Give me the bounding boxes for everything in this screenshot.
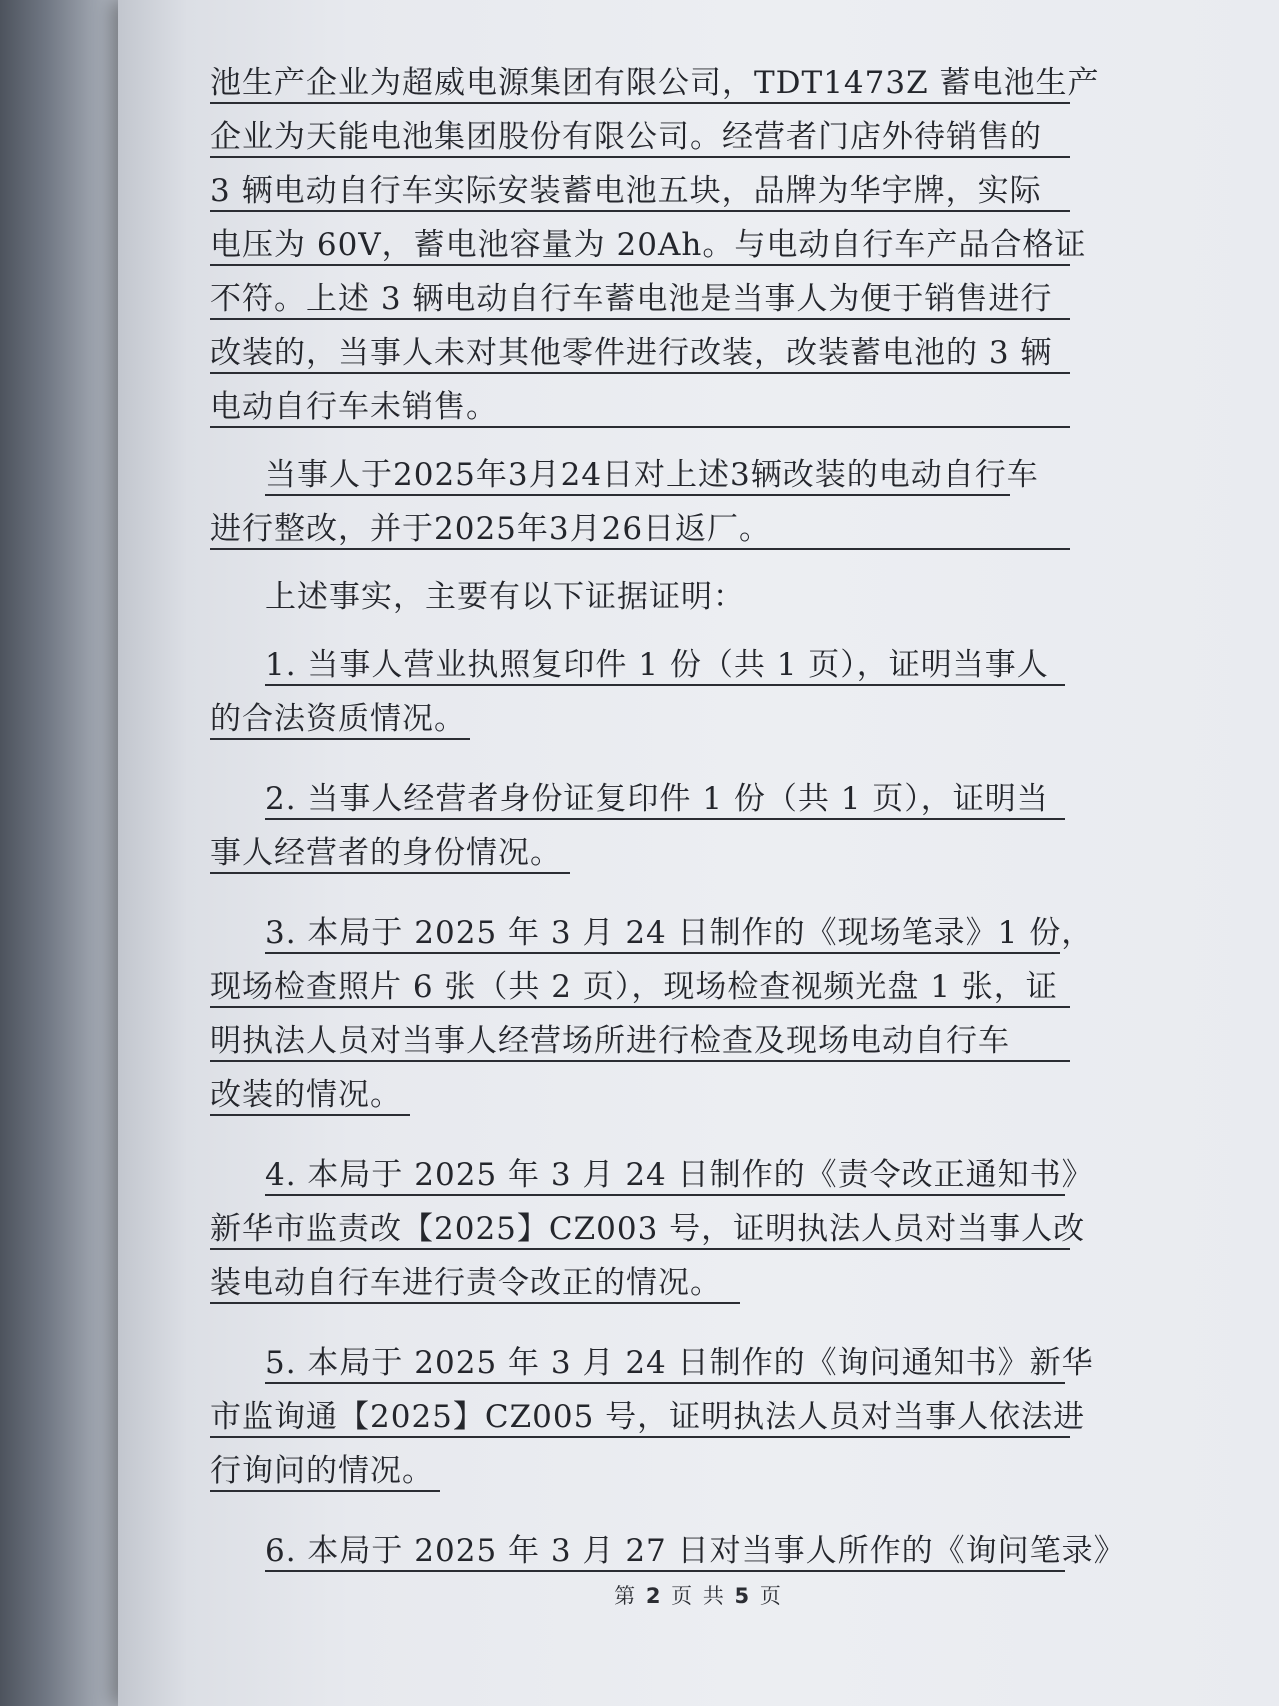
document-page: [118, 0, 1279, 1706]
text-line: 改装的情况。: [210, 1068, 1250, 1122]
text-line: 5. 本局于 2025 年 3 月 24 日制作的《询问通知书》新华: [210, 1336, 1250, 1390]
text-line: 市监询通【2025】CZ005 号，证明执法人员对当事人依法进: [210, 1390, 1250, 1444]
text-line: 明执法人员对当事人经营场所进行检查及现场电动自行车: [210, 1014, 1250, 1068]
page-footer: 第 2 页 共 5 页: [614, 1584, 783, 1608]
text-line: 6. 本局于 2025 年 3 月 27 日对当事人所作的《询问笔录》: [210, 1524, 1250, 1578]
text-line: 4. 本局于 2025 年 3 月 24 日制作的《责令改正通知书》: [210, 1148, 1250, 1202]
page-total: 5: [734, 1584, 752, 1608]
text-line: 新华市监责改【2025】CZ003 号，证明执法人员对当事人改: [210, 1202, 1250, 1256]
text-line: 池生产企业为超威电源集团有限公司，TDT1473Z 蓄电池生产: [210, 56, 1250, 110]
text-line: 2. 当事人经营者身份证复印件 1 份（共 1 页），证明当: [210, 772, 1250, 826]
text-line: 改装的，当事人未对其他零件进行改装，改装蓄电池的 3 辆: [210, 326, 1250, 380]
text-line: 现场检查照片 6 张（共 2 页），现场检查视频光盘 1 张，证: [210, 960, 1250, 1014]
text-line: 当事人于2025年3月24日对上述3辆改装的电动自行车: [210, 448, 1250, 502]
text-line: 1. 当事人营业执照复印件 1 份（共 1 页），证明当事人: [210, 638, 1250, 692]
text-line: 电压为 60V，蓄电池容量为 20Ah。与电动自行车产品合格证: [210, 218, 1250, 272]
text-line: 事人经营者的身份情况。: [210, 826, 1250, 880]
text-line: 行询问的情况。: [210, 1444, 1250, 1498]
text-line: 企业为天能电池集团股份有限公司。经营者门店外待销售的: [210, 110, 1250, 164]
text-line: 装电动自行车进行责令改正的情况。: [210, 1256, 1250, 1310]
text-line: 进行整改，并于2025年3月26日返厂。: [210, 502, 1250, 556]
text-line: 3 辆电动自行车实际安装蓄电池五块，品牌为华宇牌，实际: [210, 164, 1250, 218]
text-line: 3. 本局于 2025 年 3 月 24 日制作的《现场笔录》1 份，: [210, 906, 1250, 960]
text-line: 的合法资质情况。: [210, 692, 1250, 746]
document-body: [210, 56, 1250, 1578]
text-line: 上述事实，主要有以下证据证明：: [265, 579, 745, 615]
page-number: 2: [645, 1584, 663, 1608]
text-line: 电动自行车未销售。: [210, 380, 1250, 434]
text-line: 不符。上述 3 辆电动自行车蓄电池是当事人为便于销售进行: [210, 272, 1250, 326]
